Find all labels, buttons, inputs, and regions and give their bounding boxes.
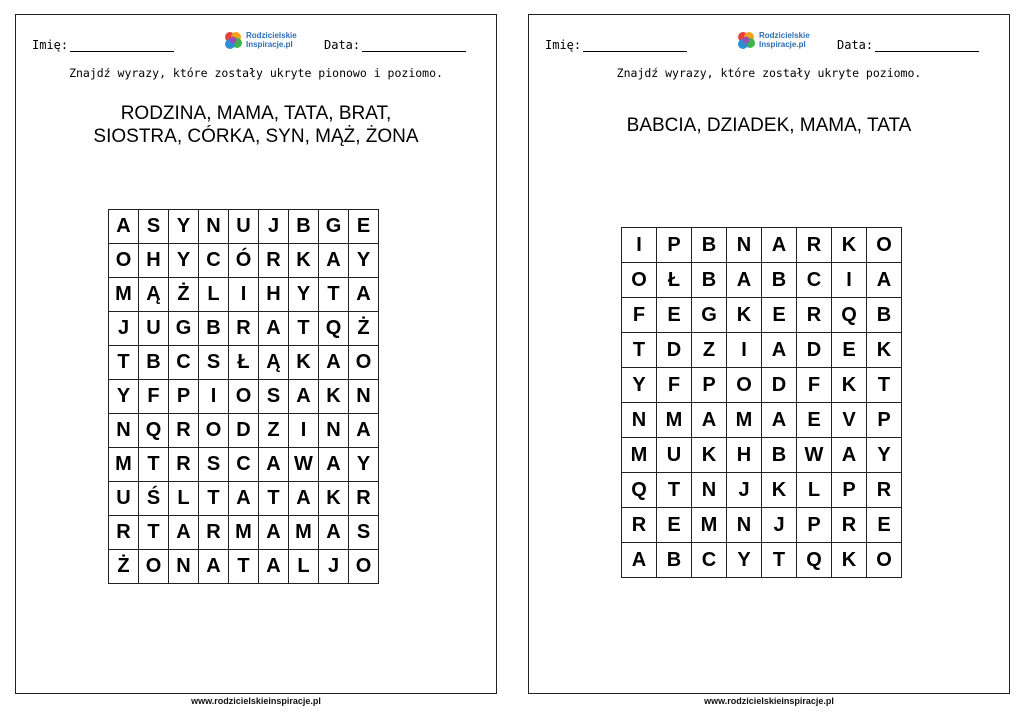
logo — [735, 29, 810, 51]
grid-cell: K — [289, 346, 319, 380]
grid-cell: A — [762, 403, 797, 438]
grid-cell: A — [319, 516, 349, 550]
grid-cell: N — [692, 473, 727, 508]
grid-cell: Ż — [169, 278, 199, 312]
grid-cell: N — [109, 414, 139, 448]
grid-cell: A — [867, 263, 902, 298]
grid-cell: R — [797, 298, 832, 333]
grid-cell: Y — [622, 368, 657, 403]
grid-cell: A — [259, 550, 289, 584]
grid-cell: L — [797, 473, 832, 508]
word-search-grid-left — [108, 209, 379, 584]
grid-cell: B — [867, 298, 902, 333]
grid-row — [109, 346, 379, 380]
grid-cell: B — [692, 263, 727, 298]
grid-cell: K — [727, 298, 762, 333]
grid-cell: P — [797, 508, 832, 543]
word-list-line-1: RODZINA, MAMA, TATA, BRAT, — [120, 103, 392, 124]
grid-cell: T — [289, 312, 319, 346]
logo-line2: Inspiracje.pl — [759, 40, 806, 49]
grid-cell: R — [349, 482, 379, 516]
grid-cell: E — [867, 508, 902, 543]
grid-cell: E — [657, 508, 692, 543]
grid-cell: Q — [832, 298, 867, 333]
grid-row — [109, 448, 379, 482]
grid-cell: Y — [109, 380, 139, 414]
grid-cell: Q — [797, 543, 832, 578]
grid-cell: A — [349, 414, 379, 448]
grid-cell: Ó — [229, 244, 259, 278]
logo-line1: Rodzicielskie — [246, 31, 297, 40]
grid-cell: U — [109, 482, 139, 516]
grid-cell: H — [139, 244, 169, 278]
grid-cell: J — [727, 473, 762, 508]
date-line — [875, 37, 979, 52]
grid-cell: A — [319, 346, 349, 380]
grid-cell: E — [349, 210, 379, 244]
grid-cell: A — [319, 448, 349, 482]
grid-cell: O — [109, 244, 139, 278]
grid-cell: A — [109, 210, 139, 244]
grid-cell: G — [319, 210, 349, 244]
grid-cell: B — [139, 346, 169, 380]
grid-cell: Ż — [109, 550, 139, 584]
grid-cell: C — [169, 346, 199, 380]
grid-cell: Y — [349, 448, 379, 482]
grid-cell: S — [199, 448, 229, 482]
grid-row — [109, 516, 379, 550]
grid-cell: A — [727, 263, 762, 298]
logo-icon — [222, 29, 244, 51]
grid-cell: C — [229, 448, 259, 482]
grid-row — [109, 210, 379, 244]
grid-cell: R — [867, 473, 902, 508]
grid-cell: T — [109, 346, 139, 380]
grid-cell: B — [199, 312, 229, 346]
grid-cell: R — [169, 448, 199, 482]
name-line — [583, 37, 687, 52]
grid-cell: I — [229, 278, 259, 312]
grid-cell: U — [657, 438, 692, 473]
grid-cell: O — [139, 550, 169, 584]
grid-cell: H — [727, 438, 762, 473]
grid-cell: D — [229, 414, 259, 448]
name-label: Imię: — [32, 38, 69, 52]
grid-cell: N — [199, 210, 229, 244]
name-line — [70, 37, 174, 52]
grid-cell: N — [622, 403, 657, 438]
grid-cell: P — [832, 473, 867, 508]
logo-line1: Rodzicielskie — [759, 31, 810, 40]
grid-cell: O — [199, 414, 229, 448]
grid-row — [109, 312, 379, 346]
worksheet-left — [15, 14, 497, 694]
grid-cell: J — [109, 312, 139, 346]
grid-cell: A — [289, 482, 319, 516]
grid-cell: K — [762, 473, 797, 508]
grid-cell: E — [797, 403, 832, 438]
grid-cell: W — [797, 438, 832, 473]
grid-cell: Y — [169, 244, 199, 278]
grid-cell: E — [832, 333, 867, 368]
grid-cell: A — [762, 228, 797, 263]
grid-cell: U — [139, 312, 169, 346]
grid-cell: O — [349, 346, 379, 380]
grid-cell: T — [259, 482, 289, 516]
grid-cell: O — [867, 543, 902, 578]
grid-cell: I — [727, 333, 762, 368]
grid-cell: J — [319, 550, 349, 584]
footer-url-right: www.rodzicielskieinspiracje.pl — [704, 696, 834, 706]
grid-row — [622, 543, 902, 578]
grid-cell: W — [289, 448, 319, 482]
grid-cell: N — [169, 550, 199, 584]
grid-cell: M — [727, 403, 762, 438]
grid-cell: T — [139, 448, 169, 482]
grid-row — [109, 482, 379, 516]
grid-cell: A — [692, 403, 727, 438]
grid-cell: B — [692, 228, 727, 263]
grid-cell: T — [199, 482, 229, 516]
grid-cell: M — [229, 516, 259, 550]
grid-cell: Ł — [229, 346, 259, 380]
grid-row — [109, 414, 379, 448]
grid-cell: P — [867, 403, 902, 438]
grid-cell: T — [762, 543, 797, 578]
worksheet-header — [529, 29, 1009, 55]
grid-cell: K — [832, 228, 867, 263]
grid-cell: A — [199, 550, 229, 584]
grid-cell: P — [657, 228, 692, 263]
grid-cell: A — [622, 543, 657, 578]
grid-cell: A — [259, 516, 289, 550]
grid-cell: Y — [867, 438, 902, 473]
grid-cell: R — [622, 508, 657, 543]
grid-cell: K — [832, 368, 867, 403]
grid-cell: M — [657, 403, 692, 438]
grid-row — [109, 380, 379, 414]
grid-cell: I — [622, 228, 657, 263]
grid-cell: T — [657, 473, 692, 508]
grid-cell: K — [319, 380, 349, 414]
grid-cell: O — [867, 228, 902, 263]
grid-row — [622, 263, 902, 298]
worksheet-right — [528, 14, 1010, 694]
grid-cell: M — [692, 508, 727, 543]
grid-cell: N — [727, 508, 762, 543]
grid-cell: R — [229, 312, 259, 346]
grid-cell: K — [867, 333, 902, 368]
name-label: Imię: — [545, 38, 582, 52]
grid-cell: M — [289, 516, 319, 550]
grid-cell: O — [727, 368, 762, 403]
grid-cell: T — [319, 278, 349, 312]
grid-cell: Z — [692, 333, 727, 368]
word-list — [16, 102, 496, 148]
grid-cell: Ą — [259, 346, 289, 380]
logo — [222, 29, 297, 51]
grid-cell: T — [622, 333, 657, 368]
grid-cell: R — [169, 414, 199, 448]
grid-row — [622, 368, 902, 403]
word-search-grid-right — [621, 227, 902, 578]
grid-row — [622, 333, 902, 368]
grid-cell: Y — [169, 210, 199, 244]
grid-cell: Y — [289, 278, 319, 312]
grid-cell: Ś — [139, 482, 169, 516]
grid-cell: D — [657, 333, 692, 368]
worksheet-header — [16, 29, 496, 55]
grid-cell: L — [289, 550, 319, 584]
grid-cell: E — [657, 298, 692, 333]
grid-cell: K — [832, 543, 867, 578]
logo-text — [246, 31, 297, 49]
grid-cell: N — [319, 414, 349, 448]
grid-cell: A — [832, 438, 867, 473]
grid-cell: F — [139, 380, 169, 414]
logo-line2: Inspiracje.pl — [246, 40, 293, 49]
grid-cell: M — [622, 438, 657, 473]
grid-row — [622, 403, 902, 438]
grid-row — [622, 228, 902, 263]
grid-cell: S — [139, 210, 169, 244]
logo-icon — [735, 29, 757, 51]
grid-cell: B — [657, 543, 692, 578]
grid-cell: G — [692, 298, 727, 333]
grid-cell: C — [797, 263, 832, 298]
grid-cell: R — [832, 508, 867, 543]
grid-cell: T — [867, 368, 902, 403]
grid-cell: F — [797, 368, 832, 403]
date-line — [362, 37, 466, 52]
grid-cell: Y — [727, 543, 762, 578]
grid-cell: Ż — [349, 312, 379, 346]
grid-cell: P — [169, 380, 199, 414]
grid-cell: O — [622, 263, 657, 298]
grid-cell: A — [289, 380, 319, 414]
grid-cell: R — [199, 516, 229, 550]
grid-cell: L — [199, 278, 229, 312]
logo-text — [759, 31, 810, 49]
grid-row — [622, 508, 902, 543]
grid-cell: R — [797, 228, 832, 263]
grid-cell: Q — [139, 414, 169, 448]
grid-row — [622, 298, 902, 333]
grid-cell: M — [109, 278, 139, 312]
grid-cell: K — [289, 244, 319, 278]
grid-cell: S — [199, 346, 229, 380]
grid-cell: L — [169, 482, 199, 516]
grid-cell: I — [289, 414, 319, 448]
grid-cell: R — [109, 516, 139, 550]
name-field — [32, 37, 174, 52]
word-list-line-1: BABCIA, DZIADEK, MAMA, TATA — [626, 115, 912, 136]
name-field — [545, 37, 687, 52]
grid-cell: S — [259, 380, 289, 414]
grid-cell: I — [199, 380, 229, 414]
grid-cell: R — [259, 244, 289, 278]
grid-cell: O — [229, 380, 259, 414]
grid-cell: N — [727, 228, 762, 263]
grid-cell: A — [319, 244, 349, 278]
grid-cell: B — [762, 438, 797, 473]
grid-cell: F — [622, 298, 657, 333]
date-label: Data: — [837, 38, 874, 52]
grid-row — [109, 278, 379, 312]
grid-cell: A — [259, 448, 289, 482]
instruction: Znajdź wyrazy, które zostały ukryte pionowo i poziomo. — [69, 66, 443, 80]
grid-cell: A — [169, 516, 199, 550]
grid-cell: A — [349, 278, 379, 312]
grid-cell: V — [832, 403, 867, 438]
grid-cell: Q — [319, 312, 349, 346]
word-list — [529, 114, 1009, 137]
grid-cell: Y — [349, 244, 379, 278]
grid-cell: I — [832, 263, 867, 298]
grid-cell: Ą — [139, 278, 169, 312]
grid-cell: C — [692, 543, 727, 578]
footer-url-left: www.rodzicielskieinspiracje.pl — [191, 696, 321, 706]
grid-cell: U — [229, 210, 259, 244]
grid-row — [109, 244, 379, 278]
grid-cell: O — [349, 550, 379, 584]
word-list-line-2: SIOSTRA, CÓRKA, SYN, MĄŻ, ŻONA — [93, 126, 419, 147]
grid-cell: D — [797, 333, 832, 368]
grid-cell: B — [289, 210, 319, 244]
grid-row — [622, 473, 902, 508]
grid-cell: Q — [622, 473, 657, 508]
grid-cell: J — [762, 508, 797, 543]
grid-cell: C — [199, 244, 229, 278]
grid-row — [109, 550, 379, 584]
grid-cell: K — [692, 438, 727, 473]
grid-cell: G — [169, 312, 199, 346]
grid-cell: H — [259, 278, 289, 312]
grid-cell: A — [762, 333, 797, 368]
grid-cell: S — [349, 516, 379, 550]
date-field — [324, 37, 466, 52]
date-field — [837, 37, 979, 52]
grid-cell: J — [259, 210, 289, 244]
grid-cell: E — [762, 298, 797, 333]
instruction: Znajdź wyrazy, które zostały ukryte poziomo. — [616, 66, 922, 80]
grid-cell: N — [349, 380, 379, 414]
grid-row — [622, 438, 902, 473]
date-label: Data: — [324, 38, 361, 52]
grid-cell: P — [692, 368, 727, 403]
grid-cell: M — [109, 448, 139, 482]
grid-cell: Z — [259, 414, 289, 448]
grid-cell: T — [229, 550, 259, 584]
grid-cell: A — [259, 312, 289, 346]
grid-cell: K — [319, 482, 349, 516]
grid-cell: T — [139, 516, 169, 550]
grid-cell: Ł — [657, 263, 692, 298]
grid-cell: F — [657, 368, 692, 403]
grid-cell: A — [229, 482, 259, 516]
grid-cell: B — [762, 263, 797, 298]
grid-cell: D — [762, 368, 797, 403]
